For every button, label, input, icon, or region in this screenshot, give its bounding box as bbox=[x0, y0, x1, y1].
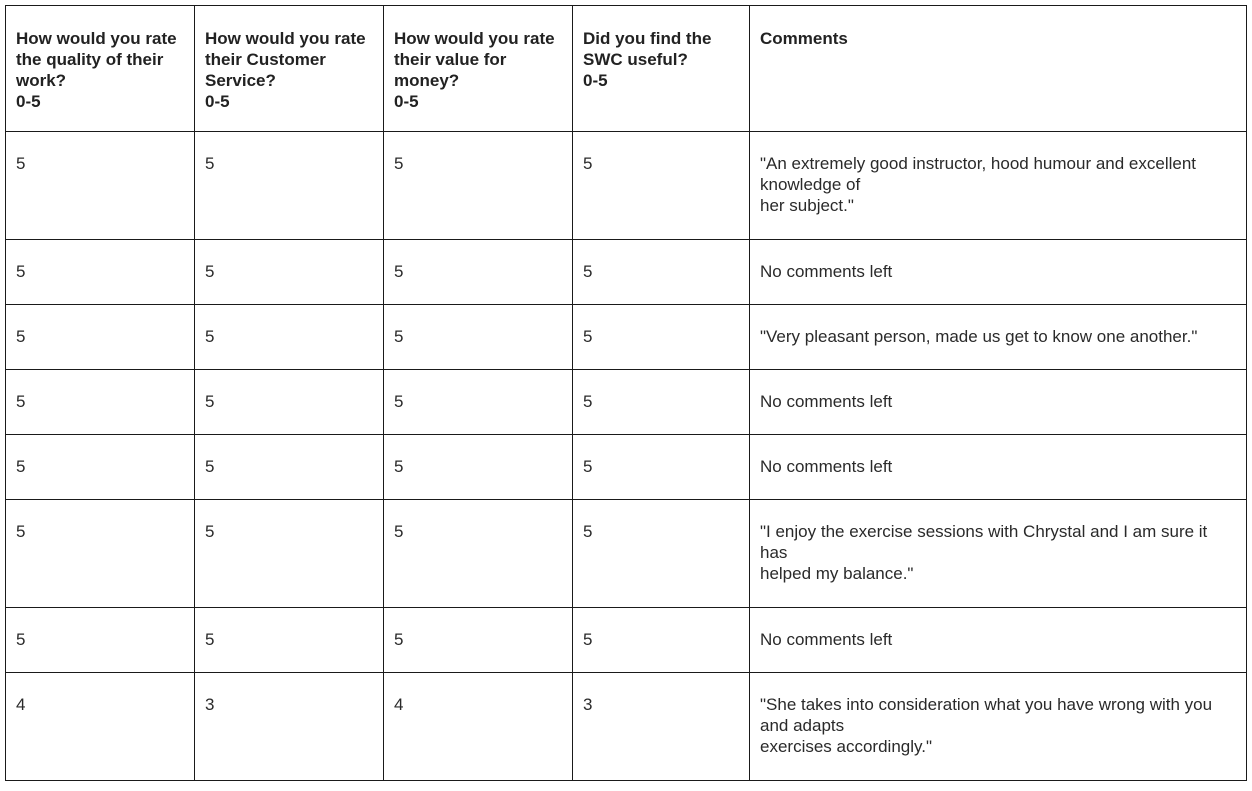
header-value-question: How would you rate their value for money? bbox=[394, 29, 555, 90]
cell-quality: 5 bbox=[6, 500, 195, 608]
cell-comment: "I enjoy the exercise sessions with Chrystal and I am sure it has helped my balance." bbox=[750, 500, 1247, 608]
table-row bbox=[6, 608, 1247, 673]
cell-useful: 5 bbox=[573, 608, 750, 673]
cell-value: 5 bbox=[384, 370, 573, 435]
cell-useful: 5 bbox=[573, 435, 750, 500]
table-row bbox=[6, 673, 1247, 781]
table-row bbox=[6, 500, 1247, 608]
table-row bbox=[6, 435, 1247, 500]
header-useful-question: Did you find the SWC useful? bbox=[583, 29, 712, 69]
cell-value: 5 bbox=[384, 132, 573, 240]
header-quality bbox=[6, 6, 195, 132]
header-service bbox=[195, 6, 384, 132]
cell-service: 5 bbox=[195, 435, 384, 500]
table-header-row bbox=[6, 6, 1247, 132]
header-value-scale: 0-5 bbox=[394, 92, 419, 111]
cell-service: 3 bbox=[195, 673, 384, 781]
cell-comment: "She takes into consideration what you have wrong with you and adapts exercises accordingly." bbox=[750, 673, 1247, 781]
header-useful bbox=[573, 6, 750, 132]
cell-quality: 5 bbox=[6, 132, 195, 240]
cell-quality: 5 bbox=[6, 370, 195, 435]
cell-comment: "Very pleasant person, made us get to know one another." bbox=[750, 305, 1247, 370]
header-service-scale: 0-5 bbox=[205, 92, 230, 111]
cell-useful: 3 bbox=[573, 673, 750, 781]
cell-quality: 5 bbox=[6, 608, 195, 673]
header-value bbox=[384, 6, 573, 132]
cell-useful: 5 bbox=[573, 132, 750, 240]
cell-useful: 5 bbox=[573, 370, 750, 435]
cell-service: 5 bbox=[195, 305, 384, 370]
header-quality-scale: 0-5 bbox=[16, 92, 41, 111]
cell-useful: 5 bbox=[573, 500, 750, 608]
cell-service: 5 bbox=[195, 240, 384, 305]
cell-comment: No comments left bbox=[750, 608, 1247, 673]
table-row bbox=[6, 132, 1247, 240]
cell-comment: No comments left bbox=[750, 435, 1247, 500]
cell-useful: 5 bbox=[573, 305, 750, 370]
header-comments-label: Comments bbox=[760, 29, 848, 48]
cell-value: 5 bbox=[384, 305, 573, 370]
cell-value: 5 bbox=[384, 240, 573, 305]
header-service-question: How would you rate their Customer Service? bbox=[205, 29, 366, 90]
header-quality-question: How would you rate the quality of their work? bbox=[16, 29, 177, 90]
cell-quality: 5 bbox=[6, 305, 195, 370]
cell-comment: No comments left bbox=[750, 370, 1247, 435]
header-comments bbox=[750, 6, 1247, 132]
cell-quality: 5 bbox=[6, 435, 195, 500]
header-useful-scale: 0-5 bbox=[583, 71, 608, 90]
cell-service: 5 bbox=[195, 132, 384, 240]
cell-service: 5 bbox=[195, 370, 384, 435]
cell-value: 5 bbox=[384, 608, 573, 673]
cell-quality: 4 bbox=[6, 673, 195, 781]
cell-comment: No comments left bbox=[750, 240, 1247, 305]
cell-service: 5 bbox=[195, 608, 384, 673]
feedback-table bbox=[5, 5, 1247, 781]
cell-useful: 5 bbox=[573, 240, 750, 305]
cell-value: 4 bbox=[384, 673, 573, 781]
cell-comment: "An extremely good instructor, hood humour and excellent knowledge of her subject." bbox=[750, 132, 1247, 240]
cell-quality: 5 bbox=[6, 240, 195, 305]
cell-service: 5 bbox=[195, 500, 384, 608]
cell-value: 5 bbox=[384, 435, 573, 500]
table-row bbox=[6, 305, 1247, 370]
table-row bbox=[6, 240, 1247, 305]
cell-value: 5 bbox=[384, 500, 573, 608]
table-row bbox=[6, 370, 1247, 435]
